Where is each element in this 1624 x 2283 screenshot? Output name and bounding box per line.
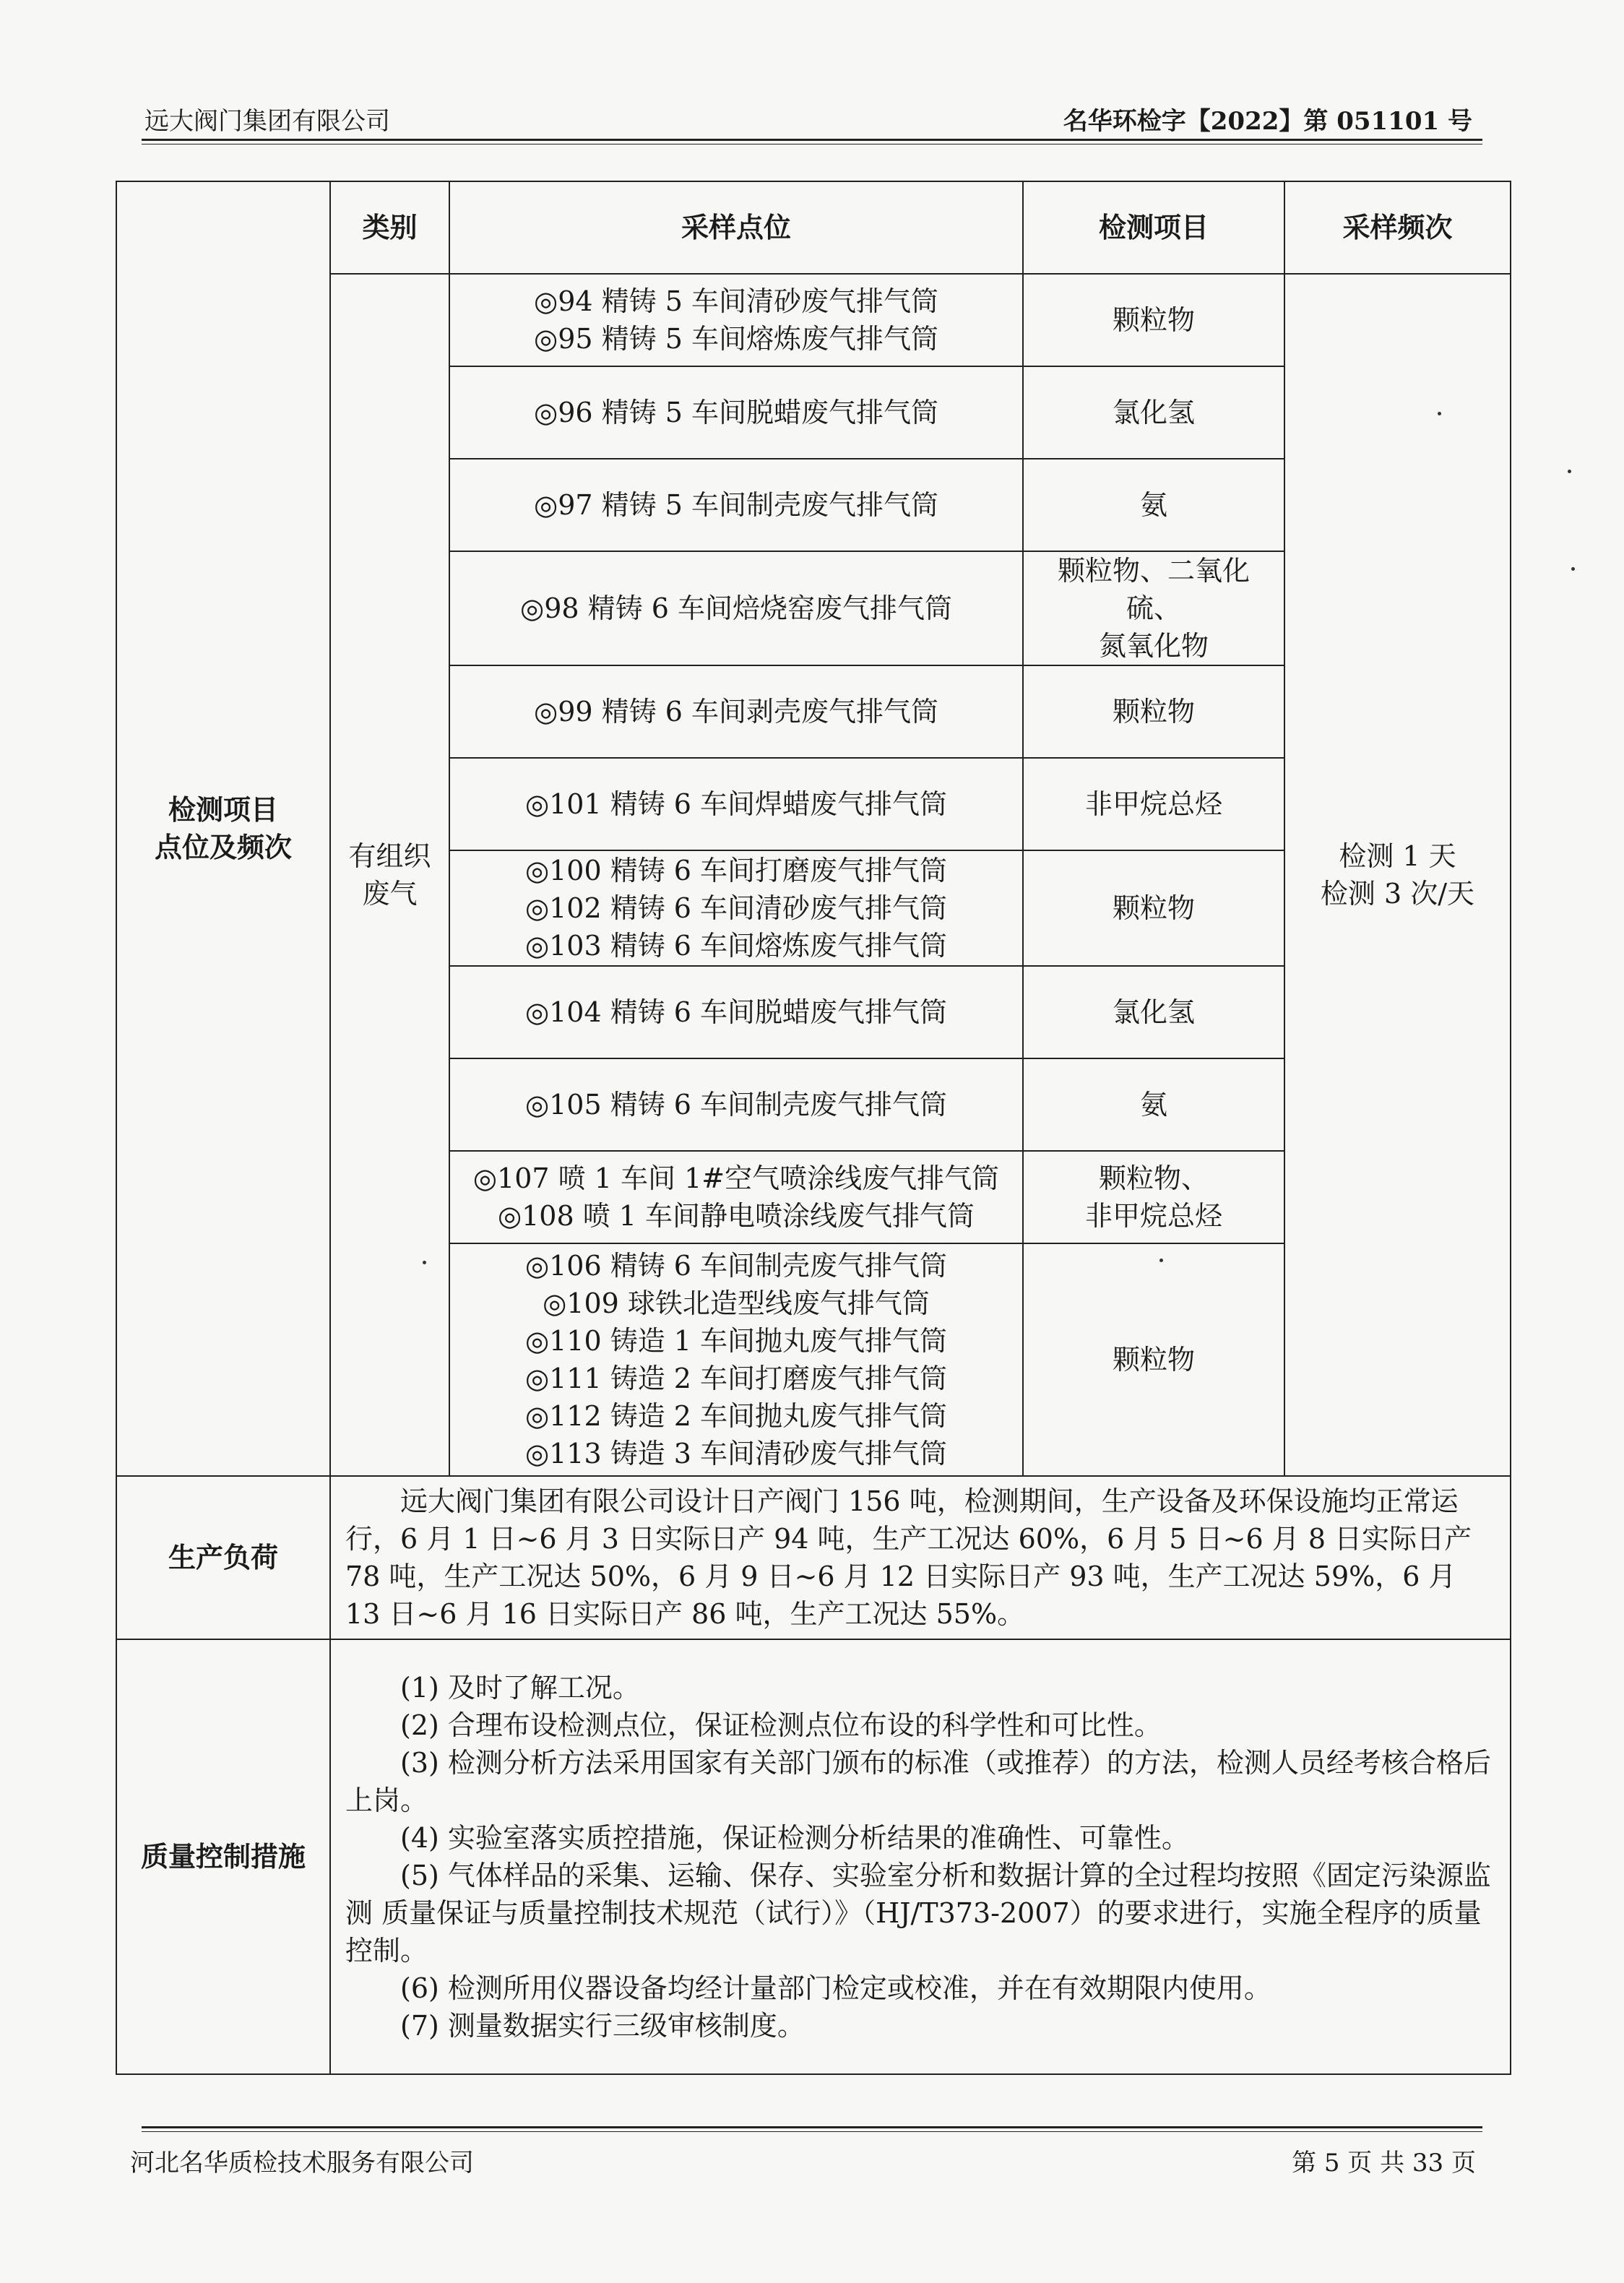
production-load-label: 生产负荷 (116, 1476, 330, 1639)
col-header-item: 检测项目 (1023, 181, 1284, 274)
test-item-cell: 氨 (1023, 1058, 1284, 1151)
scan-speck (1571, 567, 1575, 571)
production-load-paragraph: 远大阀门集团有限公司设计日产阀门 156 吨，检测期间，生产设备及环保设施均正常运行，6 月 1 日~6 月 3 日实际日产 94 吨，生产工况达 60%，6 月 5 日~6 月 8 日实际日产 78 吨，生产工况达 50%，6 月 9 日~6 月 12 日实际日产 93 吨，生产工况达 59%，6 月 13 日~6 月 16 日实际日产 86 吨，生产工况达 55%。 (345, 1485, 1472, 1630)
test-item-cell: 非甲烷总烃 (1023, 758, 1284, 850)
test-item-cell: 氨 (1023, 459, 1284, 551)
test-item-cell: 颗粒物 (1023, 665, 1284, 758)
col-header-point: 采样点位 (449, 181, 1023, 274)
section-label: 检测项目 点位及频次 (116, 181, 330, 1476)
scan-speck (423, 1261, 426, 1264)
sampling-point-cell: ◎100 精铸 6 车间打磨废气排气筒 ◎102 精铸 6 车间清砂废气排气筒 ◎103 精铸 6 车间熔炼废气排气筒 (449, 850, 1023, 966)
col-header-category: 类别 (330, 181, 449, 274)
scan-speck (1438, 412, 1441, 415)
frequency-cell: 检测 1 天 检测 3 次/天 (1284, 274, 1511, 1476)
header-doc-number: 名华环检字【2022】第 051101 号 (1063, 107, 1472, 136)
quality-control-item: (6) 检测所用仪器设备均经计量部门检定或校准，并在有效期限内使用。 (400, 1972, 1271, 2004)
header-company: 远大阀门集团有限公司 (144, 107, 390, 136)
quality-control-item: (1) 及时了解工况。 (400, 1672, 640, 1704)
col-header-freq: 采样频次 (1284, 181, 1511, 274)
production-load-row (116, 1476, 1511, 1639)
footer-company: 河北名华质检技术服务有限公司 (130, 2149, 474, 2178)
quality-control-text (330, 1639, 1511, 2074)
quality-control-item: (4) 实验室落实质控措施，保证检测分析结果的准确性、可靠性。 (400, 1822, 1189, 1854)
production-load-text (330, 1476, 1511, 1639)
quality-control-row (116, 1639, 1511, 2074)
header-rule (142, 139, 1482, 141)
footer-page-number: 第 5 页 共 33 页 (1292, 2149, 1476, 2178)
scan-speck (1159, 1259, 1163, 1262)
test-item-cell: 氯化氢 (1023, 966, 1284, 1058)
sampling-point-cell: ◎107 喷 1 车间 1#空气喷涂线废气排气筒 ◎108 喷 1 车间静电喷涂线废气排气筒 (449, 1151, 1023, 1243)
sampling-point-cell: ◎104 精铸 6 车间脱蜡废气排气筒 (449, 966, 1023, 1058)
category-cell: 有组织 废气 (330, 274, 449, 1476)
test-item-cell: 颗粒物 (1023, 850, 1284, 966)
test-item-cell: 氯化氢 (1023, 366, 1284, 459)
footer-rule (142, 2126, 1482, 2128)
quality-control-item: (2) 合理布设检测点位，保证检测点位布设的科学性和可比性。 (400, 1709, 1162, 1741)
quality-control-item: (5) 气体样品的采集、运输、保存、实验室分析和数据计算的全过程均按照《固定污染源监测 质量保证与质量控制技术规范（试行）》（HJ/T373-2007）的要求进行，实施全程序的质量控制。 (345, 1860, 1491, 1967)
test-item-cell: 颗粒物 (1023, 274, 1284, 366)
test-item-cell: 颗粒物 (1023, 1243, 1284, 1476)
test-item-cell: 颗粒物、 非甲烷总烃 (1023, 1151, 1284, 1243)
sampling-point-cell: ◎106 精铸 6 车间制壳废气排气筒 ◎109 球铁北造型线废气排气筒 ◎110 铸造 1 车间抛丸废气排气筒 ◎111 铸造 2 车间打磨废气排气筒 ◎112 铸造 2 车间抛丸废气排气筒 ◎113 铸造 3 车间清砂废气排气筒 (449, 1243, 1023, 1476)
sampling-point-cell: ◎96 精铸 5 车间脱蜡废气排气筒 (449, 366, 1023, 459)
sampling-point-cell: ◎99 精铸 6 车间剥壳废气排气筒 (449, 665, 1023, 758)
sampling-point-cell: ◎105 精铸 6 车间制壳废气排气筒 (449, 1058, 1023, 1151)
quality-control-item: (3) 检测分析方法采用国家有关部门颁布的标准（或推荐）的方法，检测人员经考核合格后上岗。 (345, 1747, 1491, 1816)
test-item-cell: 颗粒物、二氧化硫、 氮氧化物 (1023, 551, 1284, 665)
inspection-table (116, 181, 1511, 2075)
quality-control-item: (7) 测量数据实行三级审核制度。 (400, 2010, 805, 2042)
scan-speck (1568, 470, 1571, 473)
quality-control-label: 质量控制措施 (116, 1639, 330, 2074)
sampling-point-cell: ◎94 精铸 5 车间清砂废气排气筒 ◎95 精铸 5 车间熔炼废气排气筒 (449, 274, 1023, 366)
sampling-point-cell: ◎101 精铸 6 车间焊蜡废气排气筒 (449, 758, 1023, 850)
table-header-row (116, 181, 1511, 274)
footer-rule-thin (142, 2131, 1482, 2132)
sampling-point-cell: ◎98 精铸 6 车间焙烧窑废气排气筒 (449, 551, 1023, 665)
sampling-point-cell: ◎97 精铸 5 车间制壳废气排气筒 (449, 459, 1023, 551)
